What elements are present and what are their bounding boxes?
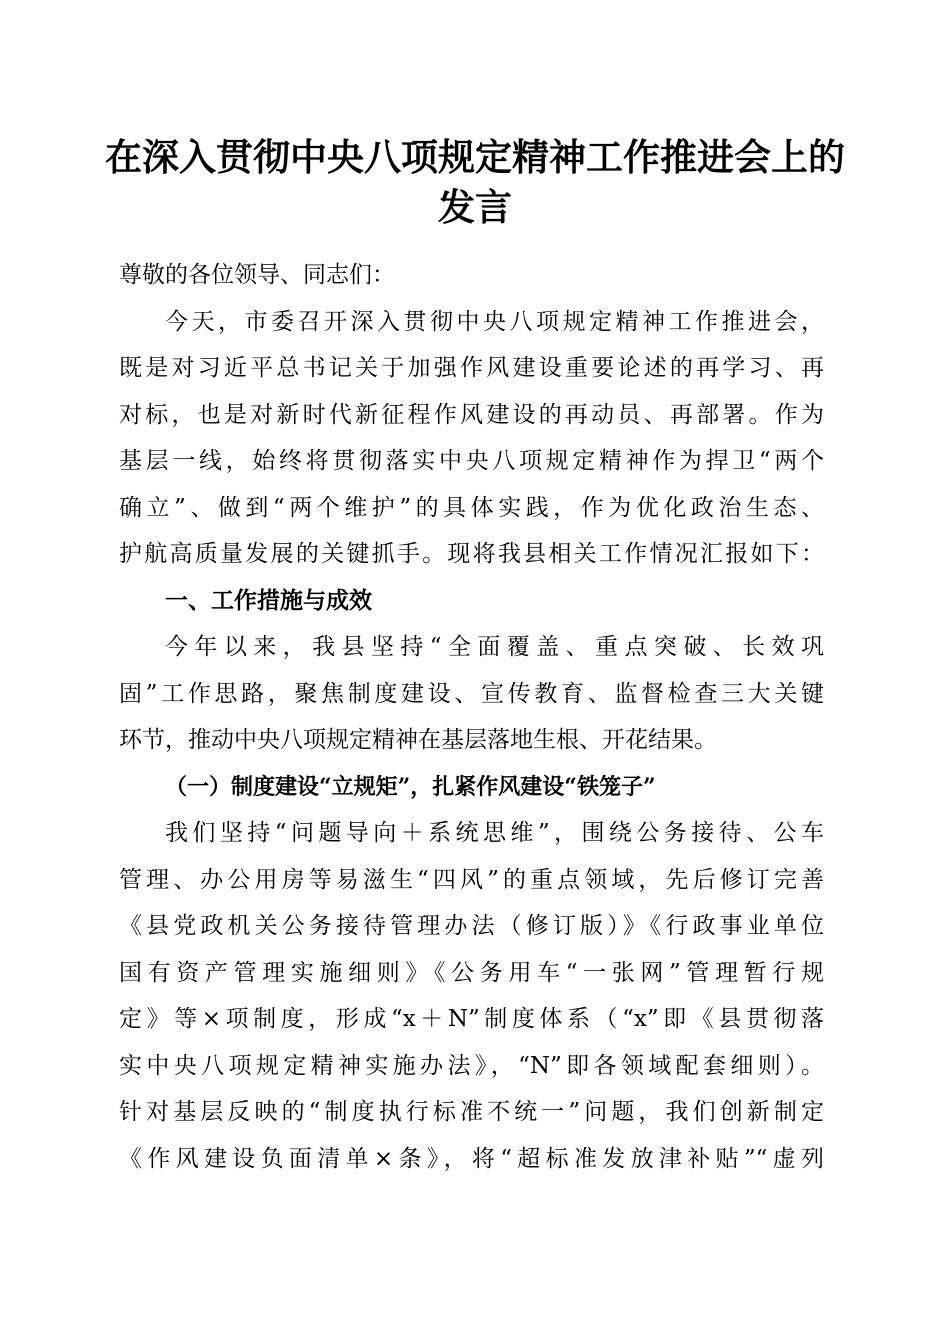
paragraph-3-line-5: 定》等×项制度，形成“x＋N”制度体系（“x”即《县贯彻落	[119, 1006, 824, 1032]
document-body	[119, 252, 824, 1182]
paragraph-2-line-2: 固”工作思路，聚焦制度建设、宣传教育、监督检查三大关键	[119, 680, 824, 707]
title-line-2: 发言	[438, 185, 512, 229]
paragraph-2-line-1: 今年以来，我县坚持“全面覆盖、重点突破、长效巩	[165, 634, 824, 660]
paragraph-3-line-2: 管理、办公用房等易滋生“四风”的重点领域，先后修订完善	[119, 866, 824, 893]
paragraph-3-line-6: 实中央八项规定精神实施办法》，“N”即各领域配套细则）。	[119, 1052, 824, 1079]
paragraph-2-line-3: 环节，推动中央八项规定精神在基层落地生根、开花结果。	[119, 727, 717, 753]
paragraph-1-line-3: 对标，也是对新时代新征程作风建设的再动员、再部署。作为	[119, 401, 824, 428]
section-heading-1: 一、工作措施与成效	[165, 587, 372, 614]
title-line-1: 在深入贯彻中央八项规定精神工作推进会上的	[105, 135, 845, 179]
salutation: 尊敬的各位领导、同志们：	[119, 262, 395, 288]
paragraph-3-line-7: 针对基层反映的“制度执行标准不统一”问题，我们创新制定	[119, 1099, 824, 1125]
paragraph-3-line-1: 我们坚持“问题导向＋系统思维”，围绕公务接待、公车	[165, 820, 824, 846]
subsection-heading-1: （一）制度建设“立规矩”，扎紧作风建设“铁笼子”	[165, 773, 656, 800]
paragraph-3-line-4: 国有资产管理实施细则》《公务用车“一张网”管理暂行规	[119, 959, 824, 986]
document-title	[105, 132, 845, 232]
paragraph-1-line-5: 确立”、做到“两个维护”的具体实践，作为优化政治生态、	[119, 494, 824, 521]
paragraph-1-line-4: 基层一线，始终将贯彻落实中央八项规定精神作为捍卫“两个	[119, 448, 824, 474]
paragraph-3-line-8: 《作风建设负面清单×条》，将“超标准发放津补贴”“虚列	[119, 1145, 824, 1172]
paragraph-1-line-6: 护航高质量发展的关键抓手。现将我县相关工作情况汇报如下：	[119, 541, 824, 567]
paragraph-1-line-1: 今天，市委召开深入贯彻中央八项规定精神工作推进会，	[165, 308, 824, 335]
paragraph-1-line-2: 既是对习近平总书记关于加强作风建设重要论述的再学习、再	[119, 355, 824, 381]
paragraph-3-line-3: 《县党政机关公务接待管理办法（修订版）》《行政事业单位	[119, 913, 824, 939]
